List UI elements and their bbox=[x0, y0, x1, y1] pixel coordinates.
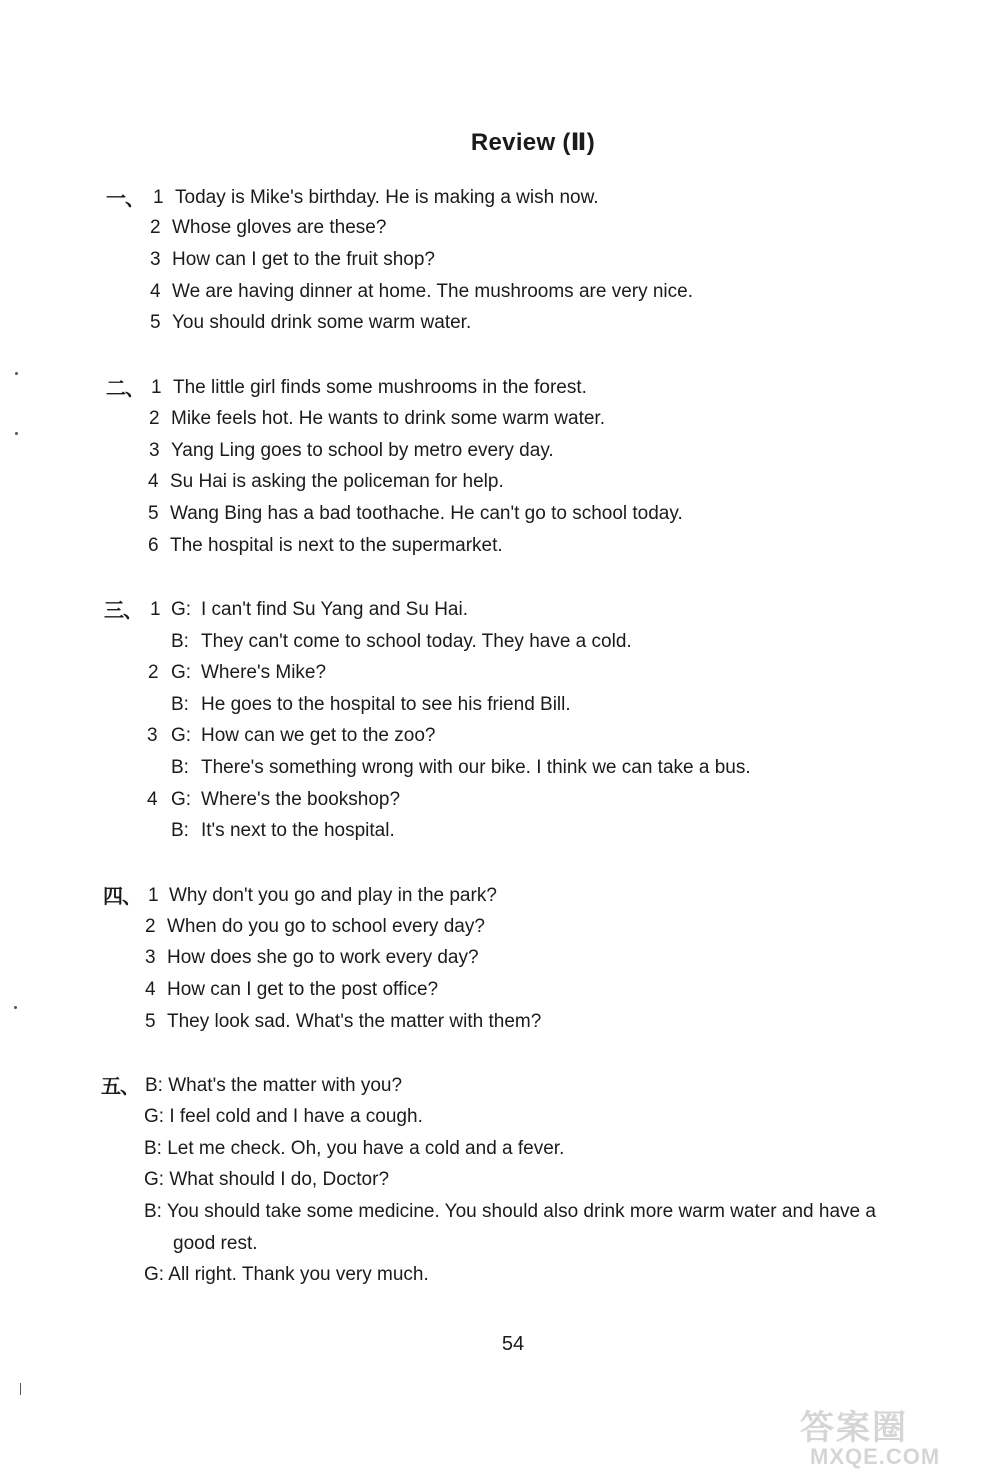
answer-line: They look sad. What's the matter with them? bbox=[167, 1011, 542, 1032]
item-number: 2 bbox=[150, 217, 161, 238]
dialog-line: G: I feel cold and I have a cough. bbox=[144, 1106, 423, 1127]
answer-line: Whose gloves are these? bbox=[172, 217, 387, 238]
scan-speck bbox=[15, 372, 18, 375]
answer-line: We are having dinner at home. The mushrooms are very nice. bbox=[172, 281, 693, 302]
item-number: 3 bbox=[150, 249, 161, 270]
item-number: 2 bbox=[149, 408, 160, 429]
section-marker: 五、 bbox=[101, 1074, 139, 1098]
watermark-url: MXQE.COM bbox=[810, 1444, 941, 1469]
answer-line: Mike feels hot. He wants to drink some warm water. bbox=[171, 408, 605, 429]
watermark-logo bbox=[790, 1400, 990, 1470]
section-marker: 三、 bbox=[104, 598, 142, 622]
item-number: 1 bbox=[148, 885, 159, 906]
dialog-line-continued: good rest. bbox=[173, 1233, 258, 1254]
item-number: 2 bbox=[148, 662, 159, 683]
answer-line: Su Hai is asking the policeman for help. bbox=[170, 471, 504, 492]
dialog-line-girl: G: I can't find Su Yang and Su Hai. bbox=[171, 599, 468, 620]
item-number: 1 bbox=[153, 187, 164, 208]
dialog-line-boy: B: It's next to the hospital. bbox=[171, 820, 395, 841]
answer-line: How can I get to the fruit shop? bbox=[172, 249, 435, 270]
answer-line: How can I get to the post office? bbox=[167, 979, 439, 1000]
item-number: 4 bbox=[148, 471, 159, 492]
dialog-line: B: You should take some medicine. You should also drink more warm water and have a bbox=[144, 1201, 876, 1222]
dialog-line-girl: G: How can we get to the zoo? bbox=[171, 725, 436, 746]
item-number: 4 bbox=[150, 281, 161, 302]
item-number: 4 bbox=[145, 979, 156, 1000]
section-marker: 一、 bbox=[106, 186, 144, 210]
item-number: 3 bbox=[145, 947, 156, 968]
section-marker: 二、 bbox=[106, 376, 144, 400]
scan-speck bbox=[15, 432, 18, 435]
item-number: 5 bbox=[145, 1011, 156, 1032]
item-number: 5 bbox=[148, 503, 159, 524]
answer-line: Yang Ling goes to school by metro every day. bbox=[171, 440, 554, 461]
dialog-line-boy: B: He goes to the hospital to see his friend Bill. bbox=[171, 694, 571, 715]
dialog-line: G: What should I do, Doctor? bbox=[144, 1169, 390, 1190]
item-number: 1 bbox=[150, 599, 161, 620]
dialog-line-girl: G: Where's Mike? bbox=[171, 662, 327, 683]
dialog-line: B: What's the matter with you? bbox=[145, 1075, 403, 1096]
item-number: 3 bbox=[147, 725, 158, 746]
answer-line: The little girl finds some mushrooms in the forest. bbox=[173, 377, 587, 398]
dialog-line-girl: G: Where's the bookshop? bbox=[171, 789, 401, 810]
answer-line: How does she go to work every day? bbox=[167, 947, 479, 968]
item-number: 6 bbox=[148, 535, 159, 556]
scan-speck bbox=[14, 1006, 17, 1009]
dialog-line: G: All right. Thank you very much. bbox=[144, 1264, 429, 1285]
answer-line: You should drink some warm water. bbox=[172, 312, 472, 333]
answer-line: The hospital is next to the supermarket. bbox=[170, 535, 503, 556]
item-number: 2 bbox=[145, 916, 156, 937]
dialog-line-boy: B: They can't come to school today. They have a cold. bbox=[171, 631, 632, 652]
item-number: 3 bbox=[149, 440, 160, 461]
answer-line: Why don't you go and play in the park? bbox=[169, 885, 497, 906]
item-number: 4 bbox=[147, 789, 158, 810]
scan-mark bbox=[20, 1383, 21, 1395]
dialog-line: B: Let me check. Oh, you have a cold and a fever. bbox=[144, 1138, 565, 1159]
item-number: 1 bbox=[151, 377, 162, 398]
answer-line: Today is Mike's birthday. He is making a wish now. bbox=[175, 187, 599, 208]
item-number: 5 bbox=[150, 312, 161, 333]
watermark-text: 答案圈 bbox=[800, 1408, 908, 1448]
section-marker: 四、 bbox=[103, 884, 141, 908]
dialog-line-boy: B: There's something wrong with our bike. I think we can take a bus. bbox=[171, 757, 751, 778]
page-number: 54 bbox=[501, 1333, 525, 1355]
answer-line: When do you go to school every day? bbox=[167, 916, 485, 937]
answer-line: Wang Bing has a bad toothache. He can't go to school today. bbox=[170, 503, 683, 524]
page-title: Review (Ⅱ) bbox=[470, 129, 596, 156]
